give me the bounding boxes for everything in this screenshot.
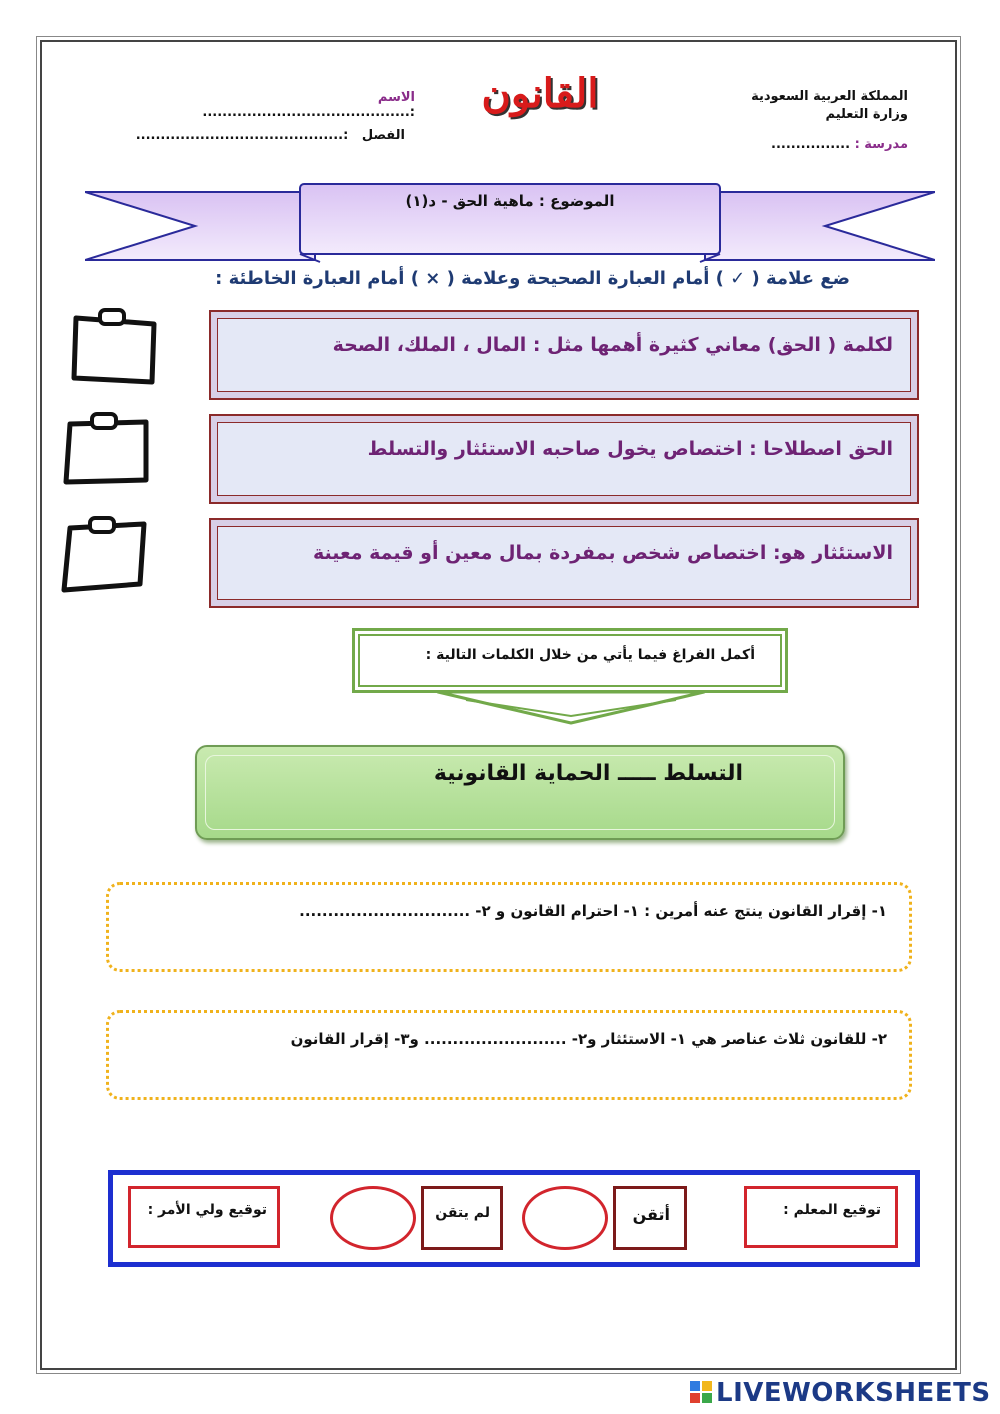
question-1-box [106, 882, 912, 972]
instruction-text: ضع علامة ( ✓ ) أمام العبارة الصحيحة وعلامة ( × ) أمام العبارة الخاطئة : [215, 268, 850, 289]
header-institution [751, 88, 908, 154]
kingdom-text: المملكة العربية السعودية [751, 89, 908, 104]
mastered-box [613, 1186, 687, 1250]
not-mastered-box [421, 1186, 503, 1250]
mastered-label: أتقن [632, 1205, 670, 1224]
guardian-signature-box[interactable] [128, 1186, 280, 1248]
page-title: القانون [481, 70, 599, 117]
school-label: مدرسة : [854, 137, 908, 152]
class-label: الفصل [361, 128, 405, 143]
fill-instruction-box [352, 628, 788, 693]
word-bank [195, 745, 845, 840]
mastered-oval[interactable] [522, 1186, 608, 1250]
down-arrow-icon [436, 690, 706, 725]
guardian-signature-label: توقيع ولي الأمر : [147, 1202, 267, 1218]
not-mastered-label: لم يتقن [435, 1205, 490, 1221]
name-line [135, 90, 415, 120]
teacher-signature-label: توقيع المعلم : [783, 1202, 881, 1218]
question-2-box [106, 1010, 912, 1100]
question-2-text[interactable]: ٢- للقانون ثلاث عناصر هي ١- الاستئثار و٢- ......................... و٣- إقرار القانون [290, 1030, 887, 1048]
school-blank[interactable]: ................ [771, 137, 851, 152]
footer-brand: LIVEWORKSHEETS [716, 1378, 991, 1408]
statement-1 [209, 310, 919, 400]
fill-instruction-text: أكمل الفراغ فيما يأتي من خلال الكلمات التالية : [425, 647, 755, 663]
clipboard-icon[interactable] [60, 514, 150, 594]
word-bank-text: التسلط ـــــ الحماية القانونية [433, 761, 743, 786]
teacher-signature-box[interactable] [744, 1186, 898, 1248]
class-blank[interactable]: :.......................................... [135, 128, 349, 143]
topic-title: الموضوع : ماهية الحق - د(١) [405, 192, 615, 210]
statement-1-text: لكلمة ( الحق) معاني كثيرة أهمها مثل : المال ، الملك، الصحة [332, 334, 893, 356]
statement-2-text: الحق اصطلاحا : اختصاص يخول صاحبه الاستئثار والتسلط [367, 438, 893, 460]
school-line [751, 136, 908, 154]
ministry-text: وزارة التعليم [825, 107, 908, 122]
question-1-text[interactable]: ١- إقرار القانون ينتج عنه أمرين : ١- احترام القانون و ٢- .............................. [299, 902, 887, 920]
statement-2 [209, 414, 919, 504]
statement-3 [209, 518, 919, 608]
name-label: الاسم [377, 90, 415, 105]
name-blank[interactable]: :.......................................... [202, 105, 415, 120]
clipboard-icon[interactable] [62, 410, 152, 490]
class-line [135, 128, 405, 143]
liveworksheets-logo-icon [690, 1381, 712, 1403]
clipboard-icon[interactable] [68, 306, 158, 386]
statement-3-text: الاستئثار هو: اختصاص شخص بمفردة بمال معين أو قيمة معينة [312, 542, 893, 564]
not-mastered-oval[interactable] [330, 1186, 416, 1250]
